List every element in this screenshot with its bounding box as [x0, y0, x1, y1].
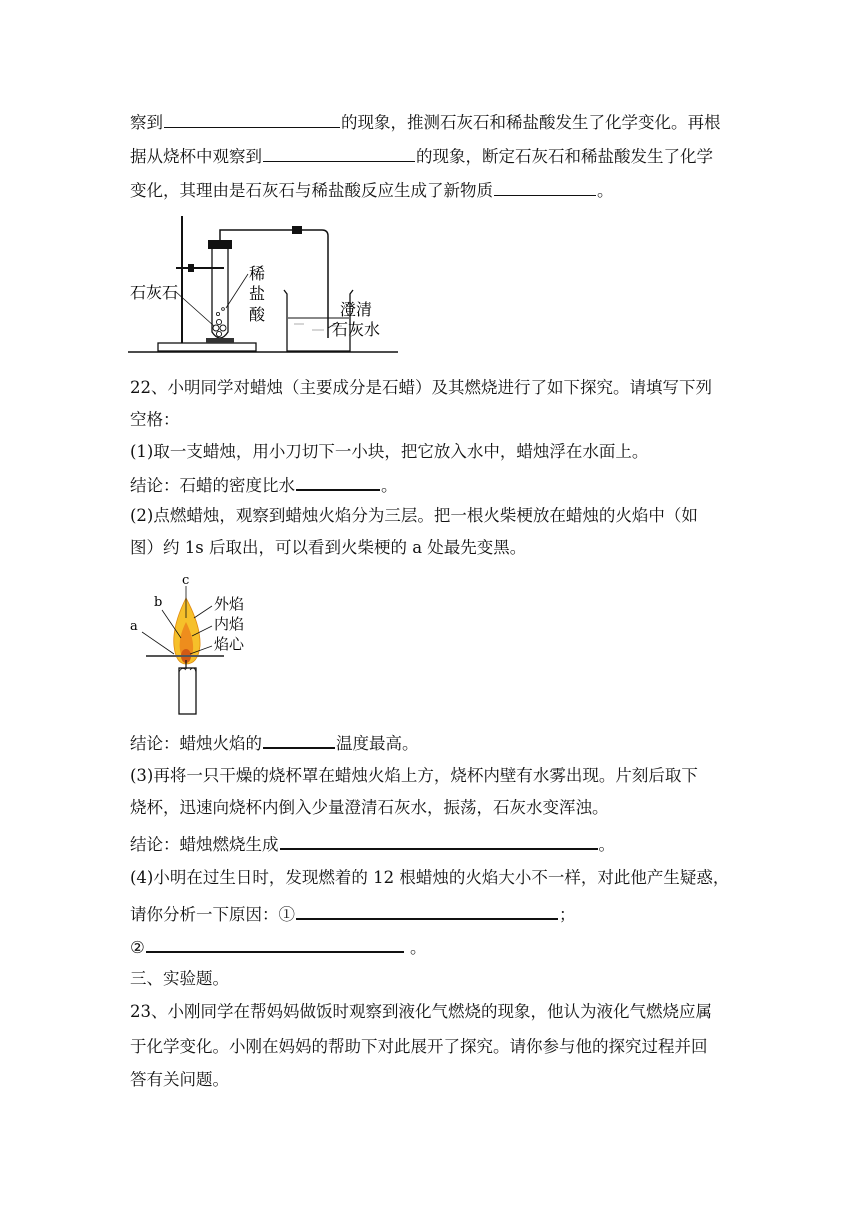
q22-conclusion-1 — [130, 473, 740, 497]
answer-blank[interactable] — [164, 111, 340, 128]
q21-line-2 — [130, 145, 740, 168]
text: 图）约 1s 后取出，可以看到火柴梗的 a 处最先变黑。 — [130, 538, 527, 557]
stand-base — [158, 343, 256, 351]
label-b: b — [154, 595, 163, 610]
answer-blank[interactable] — [280, 832, 598, 850]
text: 温度最高。 — [336, 734, 419, 753]
label-acid: 盐 — [249, 284, 266, 303]
answer-blank[interactable] — [494, 179, 596, 196]
text: 变化，其理由是石灰石与稀盐酸反应生成了新物质 — [130, 181, 493, 200]
text: 的现象，断定石灰石和稀盐酸发生了化学 — [416, 147, 713, 166]
candle-flame-figure — [128, 572, 258, 718]
answer-blank[interactable] — [296, 902, 558, 920]
text: 。 — [597, 181, 614, 200]
clamp-knob — [188, 264, 194, 272]
text: 三、实验题。 — [130, 969, 229, 988]
delivery-tube — [220, 230, 328, 338]
label-c: c — [182, 573, 190, 588]
text: 结论：蜡烛燃烧生成 — [130, 835, 279, 854]
q22-part-4-line-3 — [130, 935, 740, 959]
q22-part-3-line-2 — [130, 797, 740, 819]
pad — [206, 338, 234, 343]
label-a: a — [130, 619, 138, 634]
text: ； — [559, 905, 576, 924]
q22-intro-1 — [130, 377, 740, 399]
answer-blank[interactable] — [296, 473, 380, 491]
label-limestone: 石灰石 — [130, 283, 179, 302]
answer-blank[interactable] — [263, 145, 415, 162]
q22-conclusion-3 — [130, 832, 740, 856]
q23-line-1 — [130, 1001, 740, 1023]
text: 空格： — [130, 410, 180, 429]
q22-part-4-line-1 — [130, 867, 740, 889]
q22-part-4-line-2 — [130, 902, 740, 926]
label-limewater: 石灰水 — [332, 320, 381, 339]
text: 答有关问题。 — [130, 1070, 229, 1089]
q21-line-3 — [130, 179, 740, 202]
answer-blank[interactable] — [263, 731, 335, 749]
text: 结论：石蜡的密度比水 — [130, 476, 295, 495]
stopper — [208, 240, 232, 249]
tube-joint — [292, 226, 302, 234]
q22-part-2-line-1 — [130, 505, 740, 527]
q22-intro-2 — [130, 409, 740, 431]
text: 据从烧杯中观察到 — [130, 147, 262, 166]
text: 请你分析一下原因：① — [130, 905, 295, 924]
text: 结论：蜡烛火焰的 — [130, 734, 262, 753]
text: (1)取一支蜡烛，用小刀切下一小块，把它放入水中，蜡烛浮在水面上。 — [130, 442, 649, 461]
text: 。 — [381, 476, 398, 495]
text: 于化学变化。小刚在妈妈的帮助下对此展开了探究。请你参与他的探究过程并回 — [130, 1037, 708, 1056]
label-flame-core: 焰心 — [214, 635, 245, 653]
apparatus-figure — [128, 210, 398, 358]
text: 。 — [404, 938, 427, 957]
text: 烧杯，迅速向烧杯内倒入少量澄清石灰水，振荡，石灰水变浑浊。 — [130, 798, 609, 817]
text: 23、小刚同学在帮妈妈做饭时观察到液化气燃烧的现象，他认为液化气燃烧应属 — [130, 1002, 712, 1021]
text: 22、小明同学对蜡烛（主要成分是石蜡）及其燃烧进行了如下探究。请填写下列 — [130, 378, 712, 397]
label-acid: 酸 — [249, 305, 266, 324]
text: (4)小明在过生日时，发现燃着的 12 根蜡烛的火焰大小不一样，对此他产生疑惑， — [130, 868, 730, 887]
label-inner-flame: 内焰 — [214, 615, 245, 633]
q22-part-2-line-2 — [130, 537, 740, 559]
q21-line-1 — [130, 111, 740, 134]
q23-line-2 — [130, 1036, 740, 1058]
text: ② — [130, 938, 145, 957]
q22-part-3-line-1 — [130, 765, 740, 787]
section-title — [130, 968, 740, 990]
candle — [179, 668, 196, 714]
label-acid: 稀 — [249, 264, 266, 283]
text: 。 — [598, 835, 615, 854]
q22-part-1 — [130, 441, 740, 463]
text: 的现象，推测石灰石和稀盐酸发生了化学变化。再根 — [341, 113, 721, 132]
text: (2)点燃蜡烛，观察到蜡烛火焰分为三层。把一根火柴梗放在蜡烛的火焰中（如 — [130, 506, 698, 525]
label-limewater: 澄清 — [340, 300, 373, 319]
q22-conclusion-2 — [130, 731, 740, 755]
label-outer-flame: 外焰 — [214, 595, 245, 613]
text: (3)再将一只干燥的烧杯罩在蜡烛火焰上方，烧杯内壁有水雾出现。片刻后取下 — [130, 766, 698, 785]
text: 察到 — [130, 113, 163, 132]
answer-blank[interactable] — [146, 935, 404, 953]
q23-line-3 — [130, 1069, 740, 1091]
